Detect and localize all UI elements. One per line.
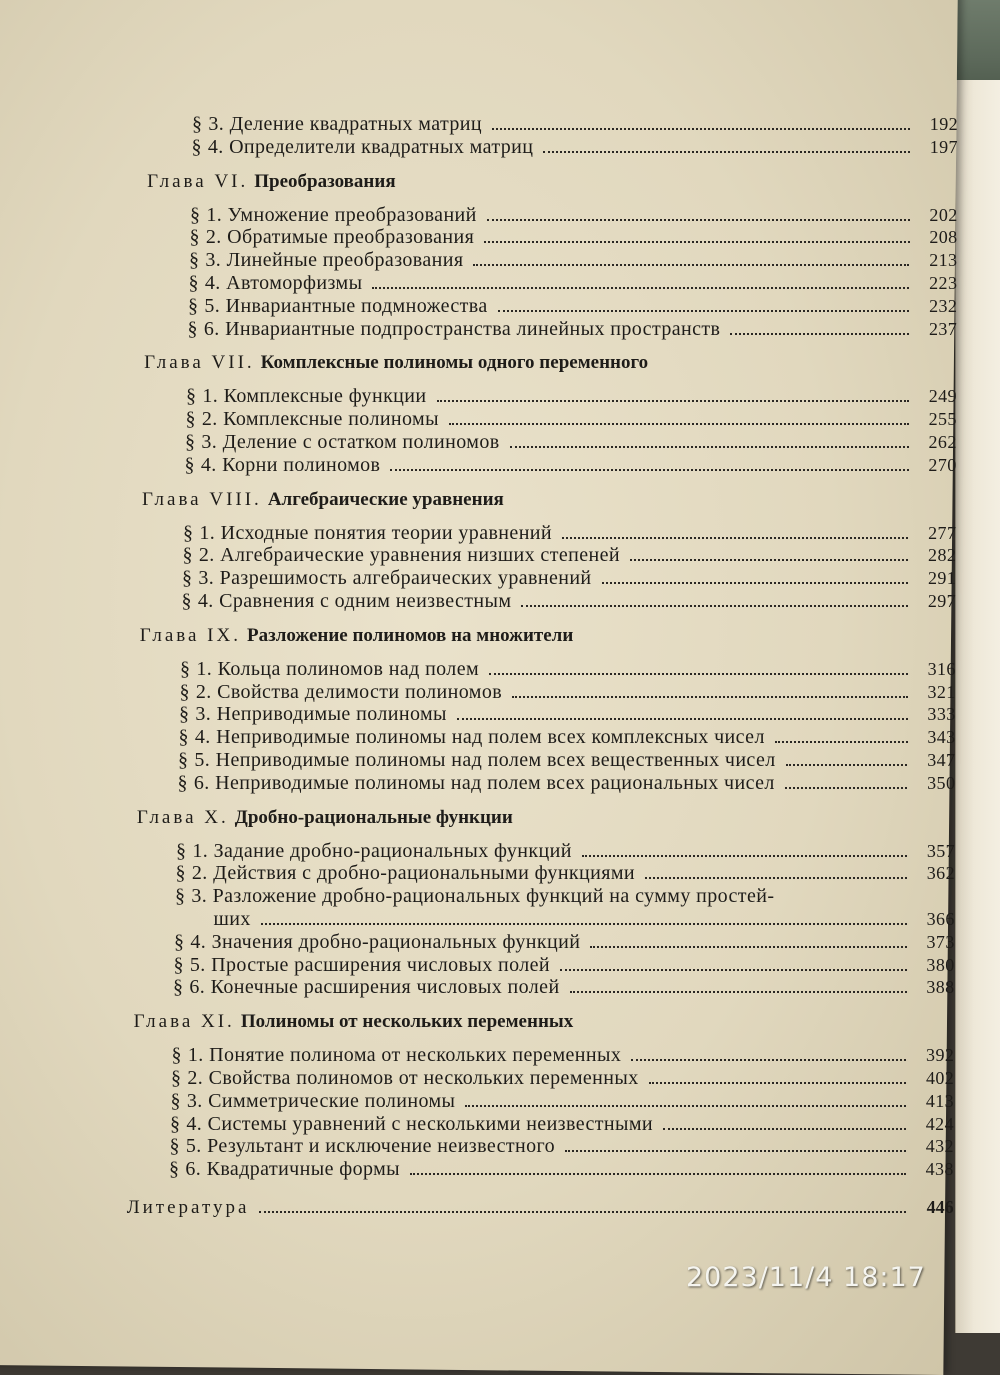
toc-section xyxy=(189,249,957,272)
chapter-title: Алгебраические уравнения xyxy=(267,488,504,510)
leader-dots xyxy=(390,469,908,471)
section-title: 5. Неприводимые полиномы над полем всех вещественных чисел xyxy=(194,749,776,771)
chapter-title: Дробно-рациональные функции xyxy=(234,806,513,828)
page-number: 350 xyxy=(927,772,956,793)
section-title: 4. Системы уравнений с несколькими неизвестными xyxy=(186,1112,653,1135)
section-symbol: § xyxy=(171,1067,182,1089)
page-number: 321 xyxy=(927,681,956,702)
section-title: 3. Разрешимость алгебраических уравнений xyxy=(198,567,592,590)
chapter-label: Глава VI. xyxy=(147,170,249,192)
leader-dots xyxy=(437,400,909,402)
section-title: 1. Задание дробно-рациональных функций xyxy=(192,839,572,862)
section-symbol: § xyxy=(191,135,202,158)
leader-dots xyxy=(512,696,908,698)
section-title: 3. Симметрические полиномы xyxy=(186,1089,456,1112)
page-number: 232 xyxy=(929,295,958,316)
toc-section xyxy=(185,431,957,454)
page-number: 208 xyxy=(929,227,958,248)
chapter-heading xyxy=(147,171,958,193)
leader-dots xyxy=(602,582,909,584)
page-number: 316 xyxy=(927,658,956,679)
section-title: 2. Комплексные полиномы xyxy=(201,408,439,431)
section-symbol: § xyxy=(185,408,196,431)
page-number: 347 xyxy=(927,750,956,770)
section-title: 5. Простые расширения числовых полей xyxy=(189,953,551,976)
page-number: 366 xyxy=(926,909,955,929)
section-title: 4. Неприводимые полиномы над полем всех комплексных чисел xyxy=(194,726,765,749)
toc-section xyxy=(179,703,956,726)
chapter-heading xyxy=(140,625,956,647)
leader-dots xyxy=(565,1150,906,1152)
section-title: 6. Конечные расширения числовых полей xyxy=(189,976,560,999)
toc-section xyxy=(187,318,957,341)
chapter-label: Глава VIII. xyxy=(141,488,262,510)
literature-entry xyxy=(127,1197,954,1219)
chapter-title: Полиномы от нескольких переменных xyxy=(240,1011,574,1033)
leader-dots xyxy=(410,1173,906,1175)
toc-section xyxy=(170,1113,954,1136)
section-title: 1. Исходные понятия теории уравнений xyxy=(199,521,552,544)
section-symbol: § xyxy=(178,726,189,749)
section-symbol: § xyxy=(173,953,184,976)
page-number: 255 xyxy=(928,409,957,430)
leader-dots xyxy=(487,219,910,221)
section-title: 1. Умножение преобразований xyxy=(206,203,477,226)
page-number: 277 xyxy=(928,522,957,543)
section-symbol: § xyxy=(179,680,190,703)
section-title: 5. Результант и исключение неизвестного xyxy=(185,1135,556,1158)
page-number: 237 xyxy=(928,318,958,339)
chapter-title: Преобразования xyxy=(254,170,396,192)
toc-section xyxy=(192,113,958,136)
section-title: 2. Обратимые преобразования xyxy=(205,226,475,249)
section-title-continuation: ших xyxy=(213,908,251,930)
page-number: 223 xyxy=(929,273,958,293)
leader-dots xyxy=(631,1059,906,1061)
section-symbol: § xyxy=(182,567,193,590)
section-title: 2. Свойства полиномов от нескольких переменных xyxy=(187,1067,639,1089)
section-title: 4. Значения дробно-рациональных функций xyxy=(190,930,581,953)
section-symbol: § xyxy=(171,1044,182,1067)
section-title: 4. Сравнения с одним неизвестным xyxy=(197,590,512,612)
toc-section xyxy=(173,976,955,999)
section-title: 5. Инвариантные подмножества xyxy=(204,294,488,317)
leader-dots xyxy=(786,764,908,766)
leader-dots xyxy=(630,559,908,561)
section-title: 2. Свойства делимости полиномов xyxy=(195,680,503,703)
section-symbol: § xyxy=(185,431,196,453)
toc-section xyxy=(186,385,957,408)
page-number: 357 xyxy=(926,840,956,861)
section-symbol: § xyxy=(181,590,192,612)
toc-section xyxy=(174,954,955,977)
leader-dots xyxy=(775,741,908,743)
chapter-label: Глава XI. xyxy=(133,1011,235,1033)
toc-section xyxy=(175,885,955,908)
page-number: 413 xyxy=(925,1090,955,1111)
section-symbol: § xyxy=(169,1135,180,1158)
section-symbol: § xyxy=(178,749,189,771)
page-number: 392 xyxy=(926,1045,955,1066)
toc-section xyxy=(178,772,956,795)
literature-label: Литература xyxy=(126,1197,250,1218)
section-title: 6. Инвариантные подпространства линейных пространств xyxy=(203,317,721,340)
section-title: 2. Действия с дробно-рациональными функциями xyxy=(191,862,636,885)
leader-dots xyxy=(489,673,908,675)
leader-dots xyxy=(645,877,907,879)
section-symbol: § xyxy=(180,657,191,680)
section-symbol: § xyxy=(173,976,184,999)
chapter-heading xyxy=(137,807,955,829)
page-number: 424 xyxy=(925,1113,954,1134)
section-symbol: § xyxy=(184,453,195,476)
section-title: 4. Автоморфизмы xyxy=(204,272,363,294)
leader-dots xyxy=(510,446,909,448)
section-title: 4. Определители квадратных матриц xyxy=(207,135,534,158)
section-title: 6. Неприводимые полиномы над полем всех рациональных чисел xyxy=(193,771,775,794)
section-symbol: § xyxy=(192,113,203,135)
section-title: 1. Комплексные функции xyxy=(202,385,427,408)
section-symbol: § xyxy=(170,1089,181,1112)
chapter-title: Комплексные полиномы одного переменного xyxy=(260,352,649,374)
section-title: 3. Деление квадратных матриц xyxy=(208,113,482,135)
page-number: 192 xyxy=(929,114,958,134)
toc-section xyxy=(171,1067,954,1090)
section-symbol: § xyxy=(175,885,186,908)
page-number: 446 xyxy=(926,1197,954,1217)
leader-dots xyxy=(730,333,909,335)
page-number: 432 xyxy=(925,1136,954,1157)
leader-dots xyxy=(560,969,907,971)
photo-timestamp: 2023/11/4 18:17 xyxy=(686,1262,926,1293)
toc-section xyxy=(179,726,956,749)
toc-section xyxy=(185,454,957,477)
section-symbol: § xyxy=(182,544,193,567)
chapter-heading xyxy=(144,352,957,374)
section-title: 4. Корни полиномов xyxy=(200,453,381,476)
section-symbol: § xyxy=(187,317,198,340)
page-number: 197 xyxy=(929,136,958,157)
section-title: 3. Разложение дробно-рациональных функций на сумму простей- xyxy=(191,885,775,908)
page-number: 362 xyxy=(926,863,955,884)
section-symbol: § xyxy=(190,203,201,226)
section-symbol: § xyxy=(175,862,186,885)
page-number: 202 xyxy=(929,204,958,225)
page-number: 388 xyxy=(926,977,955,998)
leader-dots xyxy=(492,128,910,130)
toc-section xyxy=(191,136,957,159)
toc-section xyxy=(180,658,956,681)
page-number: 297 xyxy=(927,591,957,611)
leader-dots xyxy=(570,991,907,993)
section-symbol: § xyxy=(177,771,188,794)
section-symbol: § xyxy=(188,294,199,317)
section-title: 1. Понятие полинома от нескольких переменных xyxy=(187,1044,622,1067)
toc-section xyxy=(176,840,955,863)
chapter-title: Разложение полиномов на множители xyxy=(246,624,574,646)
section-symbol: § xyxy=(174,930,185,953)
section-title: 3. Неприводимые полиномы xyxy=(195,703,447,726)
toc-section xyxy=(172,1044,955,1067)
toc-section xyxy=(186,408,957,431)
section-title: 1. Кольца полиномов над полем xyxy=(196,657,480,680)
toc-section-continuation xyxy=(214,908,955,931)
page-number: 213 xyxy=(929,250,958,271)
section-symbol: § xyxy=(188,272,199,294)
leader-dots xyxy=(590,946,906,948)
toc-section xyxy=(182,590,957,613)
toc-section xyxy=(188,295,957,318)
page-number: 438 xyxy=(925,1159,954,1180)
leader-dots xyxy=(259,1211,905,1213)
toc-section xyxy=(189,272,958,295)
page-number: 249 xyxy=(928,386,957,407)
toc-section xyxy=(174,931,955,954)
section-title: 6. Квадратичные формы xyxy=(185,1158,401,1181)
toc-section xyxy=(178,749,955,772)
chapter-label: Глава IX. xyxy=(139,624,241,646)
page-number: 282 xyxy=(928,545,957,566)
leader-dots xyxy=(484,241,909,243)
page-number: 333 xyxy=(927,704,956,725)
section-symbol: § xyxy=(170,1112,181,1135)
leader-dots xyxy=(521,605,908,607)
toc-section xyxy=(170,1135,954,1158)
section-symbol: § xyxy=(176,839,187,862)
section-title: 3. Линейные преобразования xyxy=(205,249,464,272)
leader-dots xyxy=(372,287,909,289)
page-number: 373 xyxy=(926,931,955,952)
page-number: 270 xyxy=(928,454,957,475)
section-title: 3. Деление с остатком полиномов xyxy=(201,431,500,453)
leader-dots xyxy=(465,1105,906,1107)
toc-section xyxy=(190,204,958,227)
leader-dots xyxy=(261,923,907,925)
section-symbol: § xyxy=(183,521,194,544)
page-number: 402 xyxy=(925,1068,955,1088)
leader-dots xyxy=(649,1082,907,1084)
chapter-heading xyxy=(142,489,957,511)
section-symbol: § xyxy=(179,703,190,726)
toc-section xyxy=(180,681,956,704)
toc-section xyxy=(190,226,958,249)
leader-dots xyxy=(498,310,910,312)
toc-section xyxy=(183,544,957,567)
leader-dots xyxy=(449,423,909,425)
leader-dots xyxy=(562,537,908,539)
page-number: 291 xyxy=(927,568,957,589)
toc-section xyxy=(176,862,955,885)
toc-section xyxy=(182,567,956,590)
leader-dots xyxy=(473,264,909,266)
leader-dots xyxy=(582,855,907,857)
section-symbol: § xyxy=(189,249,200,272)
leader-dots xyxy=(457,718,908,720)
page-number: 343 xyxy=(927,727,956,748)
page-number: 262 xyxy=(928,432,957,452)
leader-dots xyxy=(663,1128,906,1130)
chapter-label: Глава VII. xyxy=(144,352,255,374)
toc-section xyxy=(183,522,956,545)
leader-dots xyxy=(543,151,910,153)
chapter-heading xyxy=(134,1011,955,1033)
toc-section xyxy=(171,1090,955,1113)
section-symbol: § xyxy=(189,226,200,249)
section-symbol: § xyxy=(186,385,197,408)
page-number: 380 xyxy=(926,954,955,975)
toc-section xyxy=(169,1158,954,1181)
leader-dots xyxy=(785,787,908,789)
section-symbol: § xyxy=(169,1158,180,1181)
chapter-label: Глава X. xyxy=(136,806,229,828)
section-title: 2. Алгебраические уравнения низших степеней xyxy=(198,544,620,567)
